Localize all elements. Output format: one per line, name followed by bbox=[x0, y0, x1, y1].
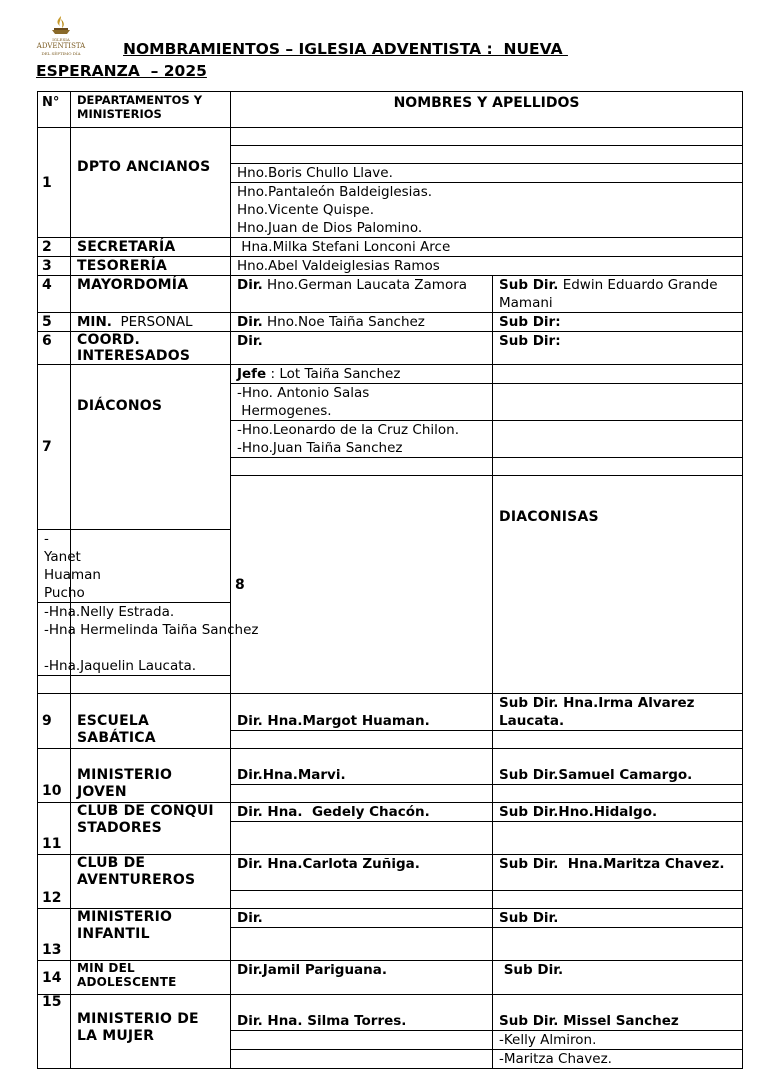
table-header-row bbox=[38, 92, 743, 128]
director-cell bbox=[231, 276, 493, 313]
church-logo bbox=[36, 14, 86, 58]
elder-name: Hno.Juan de Dios Palomino. bbox=[231, 219, 743, 238]
header-departments: DEPARTAMENTOS Y MINISTERIOS bbox=[71, 92, 231, 128]
empty-cell bbox=[493, 384, 743, 421]
head-name: : Lot Taiña Sanchez bbox=[266, 366, 401, 382]
department-name: MAYORDOMÍA bbox=[71, 276, 231, 313]
row-number: 5 bbox=[38, 313, 71, 332]
department-name: MIN DEL ADOLESCENTE bbox=[71, 961, 231, 995]
treasurer-name: Hno.Abel Valdeiglesias Ramos bbox=[231, 257, 743, 276]
table-row bbox=[38, 365, 743, 384]
table-row bbox=[38, 238, 743, 257]
director-name: Hno.Noe Taiña Sanchez bbox=[262, 314, 425, 330]
table-row bbox=[38, 855, 743, 891]
department-name: DIÁCONOS bbox=[71, 365, 231, 530]
row-number: 1 bbox=[38, 128, 71, 238]
head-label: Jefe bbox=[237, 366, 267, 382]
empty-cell bbox=[231, 458, 493, 476]
deaconess-name: -Hna.Jaquelin Laucata. bbox=[44, 658, 197, 674]
row-number: 15 bbox=[38, 995, 71, 1069]
director-name: Dir. Hna.Carlota Zuñiga. bbox=[231, 855, 493, 891]
elder-name: Hno.Boris Chullo Llave. bbox=[231, 164, 743, 183]
row-number: 8 bbox=[231, 476, 493, 694]
empty-cell bbox=[493, 731, 743, 749]
empty-cell bbox=[71, 676, 231, 694]
director-name: Dir.Hna.Marvi. bbox=[231, 749, 493, 785]
subdirector-name: Sub Dir. Hna.Maritza Chavez. bbox=[493, 855, 743, 891]
secretary-name: Hna.Milka Stefani Lonconi Arce bbox=[231, 238, 743, 257]
table-row bbox=[38, 276, 743, 313]
row-number: 9 bbox=[38, 694, 71, 749]
subdirector-name: Sub Dir. bbox=[493, 909, 743, 928]
empty-cell bbox=[493, 365, 743, 384]
member-name: -Kelly Almiron. bbox=[493, 1031, 743, 1050]
director-name: Dir. bbox=[231, 909, 493, 928]
empty-cell bbox=[493, 891, 743, 909]
subdirector-name: Edwin Eduardo Grande Mamani bbox=[499, 277, 722, 311]
empty-cell bbox=[231, 785, 493, 803]
director-label: Dir. bbox=[231, 332, 493, 365]
table-row bbox=[38, 128, 743, 146]
row-number: 3 bbox=[38, 257, 71, 276]
logo-text-top: IGLESIA bbox=[52, 37, 70, 42]
deacon-name-cont: Hermogenes. bbox=[237, 403, 332, 419]
appointments-table bbox=[37, 91, 743, 1069]
row-number: 14 bbox=[38, 961, 71, 995]
title-line-1: NOMBRAMIENTOS – IGLESIA ADVENTISTA : NUEVA bbox=[123, 40, 568, 58]
department-name-rest: PERSONAL bbox=[111, 314, 193, 330]
row-number: 6 bbox=[38, 332, 71, 365]
row-number: 2 bbox=[38, 238, 71, 257]
title-line-2: ESPERANZA – 2025 bbox=[36, 62, 207, 80]
department-name: COORD. INTERESADOS bbox=[71, 332, 231, 365]
row-number: 7 bbox=[38, 365, 71, 530]
deacon-cell bbox=[231, 384, 493, 421]
table-row bbox=[38, 803, 743, 822]
department-name: ESCUELA SABÁTICA bbox=[71, 694, 231, 749]
director-label: Dir. bbox=[237, 277, 263, 293]
header-number: N° bbox=[38, 92, 71, 128]
empty-cell bbox=[493, 421, 743, 458]
empty-cell bbox=[231, 822, 493, 855]
empty-cell bbox=[231, 928, 493, 961]
department-name: MINISTERIO INFANTIL bbox=[71, 909, 231, 961]
table-row bbox=[38, 257, 743, 276]
director-cell bbox=[231, 313, 493, 332]
empty-cell bbox=[231, 146, 743, 164]
elder-name: Hno.Vicente Quispe. bbox=[231, 201, 743, 219]
deacon-name: -Hno.Leonardo de la Cruz Chilon. bbox=[237, 422, 459, 438]
subdirector-name: Sub Dir. Missel Sanchez bbox=[493, 995, 743, 1031]
department-name: DPTO ANCIANOS bbox=[71, 128, 231, 238]
department-name: CLUB DE AVENTUREROS bbox=[71, 855, 231, 909]
subdirector-name: Sub Dir.Hno.Hidalgo. bbox=[493, 803, 743, 822]
department-name: MINISTERIO JOVEN bbox=[71, 749, 231, 803]
header-names: NOMBRES Y APELLIDOS bbox=[231, 92, 743, 128]
empty-cell bbox=[38, 676, 71, 694]
table-row bbox=[38, 995, 743, 1031]
deacon-name: -Hno. Antonio Salas bbox=[237, 385, 370, 401]
deaconess-name: -Hna Hermelinda Taiña Sanchez bbox=[44, 622, 259, 638]
director-name: Hno.German Laucata Zamora bbox=[262, 277, 468, 293]
row-number: 11 bbox=[38, 803, 71, 855]
logo-text-main: ADVENTISTA bbox=[36, 42, 86, 50]
department-name: DIACONISAS bbox=[493, 476, 743, 694]
department-name: MINISTERIO DE LA MUJER bbox=[71, 995, 231, 1069]
department-name: CLUB DE CONQUISTADORES bbox=[71, 803, 231, 855]
row-number: 13 bbox=[38, 909, 71, 961]
table-row bbox=[38, 909, 743, 928]
table-row bbox=[38, 961, 743, 995]
table-row bbox=[38, 313, 743, 332]
row-number: 12 bbox=[38, 855, 71, 909]
deacon-name: -Hno.Juan Taiña Sanchez bbox=[237, 440, 403, 456]
deaconess-cell bbox=[38, 603, 259, 676]
subdirector-label: Sub Dir. bbox=[499, 277, 559, 293]
department-name bbox=[71, 313, 231, 332]
subdirector-label: Sub Dir: bbox=[493, 313, 743, 332]
empty-cell bbox=[231, 1050, 493, 1069]
empty-cell bbox=[493, 822, 743, 855]
empty-cell bbox=[231, 1031, 493, 1050]
table-row bbox=[38, 749, 743, 785]
empty-cell bbox=[71, 530, 231, 603]
director-name: Dir. Hna.Margot Huaman. bbox=[231, 694, 493, 731]
deaconess-name: - Yanet Huaman Pucho bbox=[38, 530, 71, 603]
subdirector-name: Sub Dir. bbox=[493, 961, 743, 995]
department-name: SECRETARÍA bbox=[71, 238, 231, 257]
elder-name: Hno.Pantaleón Baldeiglesias. bbox=[231, 183, 743, 202]
deacon-cell bbox=[231, 421, 493, 458]
empty-cell bbox=[231, 128, 743, 146]
member-name: -Maritza Chavez. bbox=[493, 1050, 743, 1069]
table-row bbox=[38, 694, 743, 731]
deaconess-name: -Hna.Nelly Estrada. bbox=[44, 604, 175, 620]
logo-text-sub: DEL SÉPTIMO DÍA bbox=[41, 51, 81, 56]
deacon-head-cell bbox=[231, 365, 493, 384]
subdirector-cell bbox=[493, 276, 743, 313]
table-row bbox=[38, 332, 743, 365]
subdirector-name: Sub Dir.Samuel Camargo. bbox=[493, 749, 743, 785]
subdirector-label: Sub Dir: bbox=[493, 332, 743, 365]
empty-cell bbox=[493, 928, 743, 961]
empty-cell bbox=[231, 891, 493, 909]
department-name: TESORERÍA bbox=[71, 257, 231, 276]
director-name: Dir. Hna. Silma Torres. bbox=[231, 995, 493, 1031]
empty-cell bbox=[493, 458, 743, 476]
row-number: 10 bbox=[38, 749, 71, 803]
department-name-bold: MIN. bbox=[77, 314, 112, 330]
director-label: Dir. bbox=[237, 314, 263, 330]
director-name: Dir. Hna. Gedely Chacón. bbox=[231, 803, 493, 822]
director-name: Dir.Jamil Pariguana. bbox=[231, 961, 493, 995]
empty-cell bbox=[493, 785, 743, 803]
subdirector-name: Sub Dir. Hna.Irma Alvarez Laucata. bbox=[493, 694, 743, 731]
row-number: 4 bbox=[38, 276, 71, 313]
empty-cell bbox=[231, 731, 493, 749]
